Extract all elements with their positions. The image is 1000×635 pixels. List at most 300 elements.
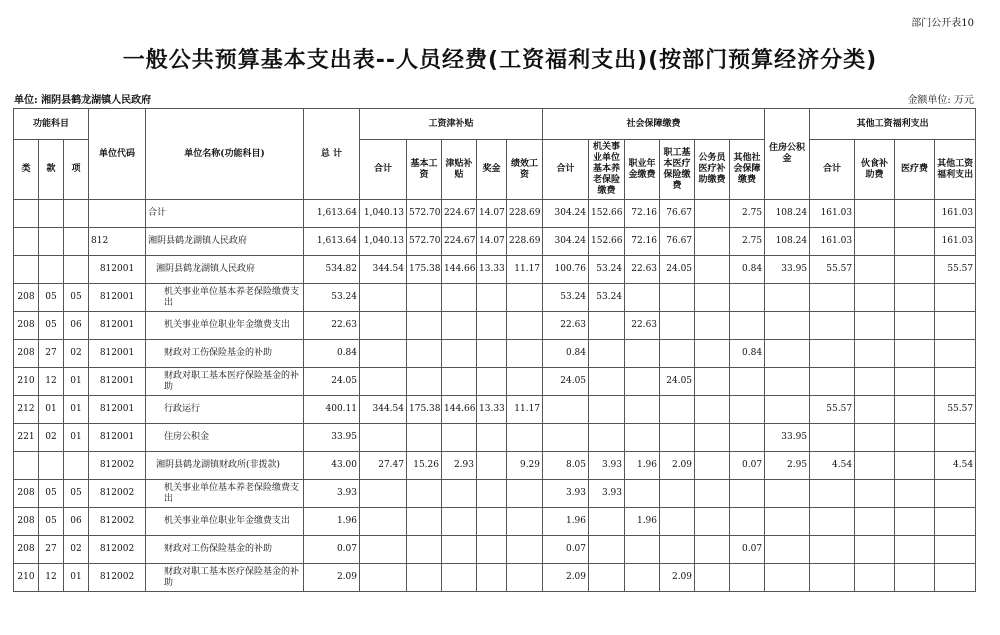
cell-w-total: 344.54	[360, 256, 407, 284]
cell-total: 0.07	[304, 536, 360, 564]
cell-code: 812002	[89, 564, 146, 592]
cell-o-total: 161.03	[810, 200, 855, 228]
header-wage-total: 合计	[360, 140, 407, 200]
header-bonus: 奖金	[477, 140, 507, 200]
cell-s-medical	[660, 340, 695, 368]
cell-w-allow	[442, 536, 477, 564]
cell-w-bonus: 14.07	[477, 200, 507, 228]
cell-o-meal	[855, 312, 895, 340]
cell-total: 0.84	[304, 340, 360, 368]
cell-o-med	[895, 480, 935, 508]
cell-name: 财政对工伤保险基金的补助	[146, 536, 304, 564]
cell-w-basic: 572.70	[407, 228, 442, 256]
cell-total: 33.95	[304, 424, 360, 452]
header-allowance: 津贴补贴	[442, 140, 477, 200]
cell-w-perf: 228.69	[507, 228, 543, 256]
header-unit-name: 单位名称(功能科目)	[146, 109, 304, 200]
cell-o-total	[810, 368, 855, 396]
cell-s-pension	[589, 368, 625, 396]
cell-kuan: 05	[39, 284, 64, 312]
cell-housing	[765, 396, 810, 424]
cell-xiang: 06	[64, 508, 89, 536]
cell-s-other	[730, 508, 765, 536]
cell-w-allow	[442, 312, 477, 340]
cell-o-other: 4.54	[935, 452, 976, 480]
cell-s-pension	[589, 536, 625, 564]
cell-o-med	[895, 368, 935, 396]
cell-housing	[765, 480, 810, 508]
cell-o-meal	[855, 228, 895, 256]
header-other-total: 合计	[810, 140, 855, 200]
cell-kuan: 05	[39, 508, 64, 536]
cell-w-basic: 15.26	[407, 452, 442, 480]
cell-w-basic	[407, 312, 442, 340]
header-medical: 职工基本医疗保险缴费	[660, 140, 695, 200]
cell-lei: 208	[14, 340, 39, 368]
cell-s-other	[730, 480, 765, 508]
cell-w-perf	[507, 340, 543, 368]
cell-total: 3.93	[304, 480, 360, 508]
cell-housing	[765, 536, 810, 564]
cell-code: 812	[89, 228, 146, 256]
cell-s-annuity	[625, 340, 660, 368]
cell-code: 812001	[89, 284, 146, 312]
cell-s-total: 3.93	[543, 480, 589, 508]
cell-s-civil	[695, 452, 730, 480]
cell-s-other	[730, 284, 765, 312]
cell-s-pension	[589, 340, 625, 368]
cell-lei: 208	[14, 312, 39, 340]
cell-o-total: 161.03	[810, 228, 855, 256]
cell-w-allow	[442, 480, 477, 508]
cell-housing	[765, 564, 810, 592]
cell-s-medical	[660, 396, 695, 424]
header-kuan: 款	[39, 140, 64, 200]
cell-code	[89, 200, 146, 228]
cell-s-medical	[660, 536, 695, 564]
cell-xiang: 01	[64, 396, 89, 424]
cell-name: 湘阴县鹤龙湖镇人民政府	[146, 256, 304, 284]
cell-s-pension: 53.24	[589, 256, 625, 284]
cell-xiang: 01	[64, 368, 89, 396]
header-pension: 机关事业单位基本养老保险缴费	[589, 140, 625, 200]
cell-total: 22.63	[304, 312, 360, 340]
cell-s-other: 0.84	[730, 340, 765, 368]
cell-xiang	[64, 228, 89, 256]
cell-lei: 208	[14, 508, 39, 536]
cell-s-civil	[695, 312, 730, 340]
cell-s-civil	[695, 368, 730, 396]
cell-total: 2.09	[304, 564, 360, 592]
cell-s-total: 100.76	[543, 256, 589, 284]
cell-name: 财政对职工基本医疗保险基金的补助	[146, 564, 304, 592]
table-row	[14, 284, 976, 312]
cell-w-total	[360, 340, 407, 368]
cell-s-total: 24.05	[543, 368, 589, 396]
cell-code: 812002	[89, 508, 146, 536]
cell-s-total: 53.24	[543, 284, 589, 312]
cell-w-bonus	[477, 312, 507, 340]
cell-w-perf	[507, 284, 543, 312]
cell-code: 812001	[89, 312, 146, 340]
cell-o-med	[895, 284, 935, 312]
cell-w-basic	[407, 564, 442, 592]
cell-w-perf: 11.17	[507, 396, 543, 424]
cell-o-total: 4.54	[810, 452, 855, 480]
cell-s-other	[730, 564, 765, 592]
cell-o-med	[895, 424, 935, 452]
cell-s-medical: 2.09	[660, 564, 695, 592]
table-row	[14, 200, 976, 228]
cell-name: 湘阴县鹤龙湖镇财政所(非拨款)	[146, 452, 304, 480]
cell-o-med	[895, 312, 935, 340]
cell-s-total: 304.24	[543, 200, 589, 228]
cell-name: 住房公积金	[146, 424, 304, 452]
cell-kuan: 05	[39, 480, 64, 508]
cell-o-total: 55.57	[810, 396, 855, 424]
cell-housing: 108.24	[765, 228, 810, 256]
cell-xiang: 05	[64, 284, 89, 312]
cell-w-perf: 228.69	[507, 200, 543, 228]
cell-w-total: 1,040.13	[360, 228, 407, 256]
cell-total: 1,613.64	[304, 200, 360, 228]
header-total: 总 计	[304, 109, 360, 200]
unit-label: 单位: 湘阴县鹤龙湖镇人民政府	[14, 95, 152, 106]
cell-o-meal	[855, 256, 895, 284]
cell-s-civil	[695, 480, 730, 508]
table-row	[14, 368, 976, 396]
cell-s-medical: 24.05	[660, 368, 695, 396]
table-row	[14, 536, 976, 564]
cell-s-medical	[660, 480, 695, 508]
cell-w-allow	[442, 508, 477, 536]
cell-total: 534.82	[304, 256, 360, 284]
cell-lei	[14, 200, 39, 228]
cell-w-basic	[407, 480, 442, 508]
cell-code: 812001	[89, 396, 146, 424]
cell-xiang: 02	[64, 536, 89, 564]
cell-xiang	[64, 256, 89, 284]
cell-w-bonus	[477, 508, 507, 536]
cell-o-meal	[855, 340, 895, 368]
cell-o-other	[935, 564, 976, 592]
cell-o-meal	[855, 284, 895, 312]
cell-kuan: 27	[39, 536, 64, 564]
table-row	[14, 480, 976, 508]
cell-name: 机关事业单位职业年金缴费支出	[146, 312, 304, 340]
cell-s-annuity	[625, 424, 660, 452]
cell-o-meal	[855, 424, 895, 452]
cell-s-pension	[589, 424, 625, 452]
cell-s-civil	[695, 284, 730, 312]
budget-table	[13, 108, 976, 592]
cell-lei: 210	[14, 368, 39, 396]
cell-s-civil	[695, 536, 730, 564]
cell-o-other	[935, 340, 976, 368]
cell-w-perf: 11.17	[507, 256, 543, 284]
cell-w-bonus	[477, 368, 507, 396]
cell-code: 812002	[89, 452, 146, 480]
cell-housing	[765, 284, 810, 312]
cell-total: 1,613.64	[304, 228, 360, 256]
header-basic-wage: 基本工资	[407, 140, 442, 200]
cell-s-annuity: 22.63	[625, 312, 660, 340]
cell-lei: 221	[14, 424, 39, 452]
cell-o-meal	[855, 452, 895, 480]
cell-s-pension: 3.93	[589, 452, 625, 480]
cell-name: 合计	[146, 200, 304, 228]
cell-w-total: 1,040.13	[360, 200, 407, 228]
header-other-welfare: 其他工资福利支出	[935, 140, 976, 200]
cell-lei: 208	[14, 284, 39, 312]
header-ss-total: 合计	[543, 140, 589, 200]
cell-name: 财政对职工基本医疗保险基金的补助	[146, 368, 304, 396]
cell-kuan: 27	[39, 340, 64, 368]
cell-w-allow	[442, 424, 477, 452]
cell-w-basic: 572.70	[407, 200, 442, 228]
cell-housing	[765, 508, 810, 536]
cell-s-total: 2.09	[543, 564, 589, 592]
cell-kuan	[39, 256, 64, 284]
cell-w-perf	[507, 480, 543, 508]
cell-total: 53.24	[304, 284, 360, 312]
cell-code: 812001	[89, 424, 146, 452]
cell-o-med	[895, 256, 935, 284]
cell-s-annuity	[625, 284, 660, 312]
cell-total: 24.05	[304, 368, 360, 396]
cell-o-med	[895, 508, 935, 536]
cell-w-bonus	[477, 284, 507, 312]
cell-s-annuity: 72.16	[625, 228, 660, 256]
cell-w-allow: 224.67	[442, 200, 477, 228]
cell-o-other: 55.57	[935, 256, 976, 284]
cell-w-perf	[507, 536, 543, 564]
table-row	[14, 508, 976, 536]
cell-s-total	[543, 424, 589, 452]
cell-o-meal	[855, 368, 895, 396]
cell-s-civil	[695, 200, 730, 228]
cell-w-bonus	[477, 564, 507, 592]
cell-w-bonus	[477, 424, 507, 452]
cell-housing: 2.95	[765, 452, 810, 480]
cell-name: 行政运行	[146, 396, 304, 424]
cell-w-bonus: 14.07	[477, 228, 507, 256]
header-func-group: 功能科目	[14, 109, 89, 140]
cell-lei: 208	[14, 480, 39, 508]
cell-w-perf	[507, 564, 543, 592]
cell-o-med	[895, 536, 935, 564]
cell-housing	[765, 340, 810, 368]
table-body	[14, 200, 976, 592]
cell-s-pension: 152.66	[589, 200, 625, 228]
cell-w-basic	[407, 340, 442, 368]
cell-w-total	[360, 508, 407, 536]
cell-o-med	[895, 340, 935, 368]
cell-w-allow	[442, 564, 477, 592]
cell-o-total	[810, 312, 855, 340]
cell-s-civil	[695, 340, 730, 368]
cell-s-other: 2.75	[730, 228, 765, 256]
cell-w-basic	[407, 368, 442, 396]
header-ss-group: 社会保障缴费	[543, 109, 765, 140]
cell-o-total	[810, 340, 855, 368]
cell-o-med	[895, 228, 935, 256]
cell-w-basic	[407, 508, 442, 536]
header-meal: 伙食补助费	[855, 140, 895, 200]
cell-w-bonus	[477, 340, 507, 368]
cell-xiang: 05	[64, 480, 89, 508]
cell-s-other: 2.75	[730, 200, 765, 228]
table-row	[14, 452, 976, 480]
cell-s-annuity	[625, 368, 660, 396]
cell-o-total	[810, 536, 855, 564]
cell-s-total: 304.24	[543, 228, 589, 256]
cell-w-bonus	[477, 480, 507, 508]
cell-s-other: 0.84	[730, 256, 765, 284]
cell-w-total	[360, 312, 407, 340]
header-medical-fee: 医疗费	[895, 140, 935, 200]
cell-lei	[14, 256, 39, 284]
cell-s-civil	[695, 424, 730, 452]
cell-o-meal	[855, 480, 895, 508]
cell-o-med	[895, 564, 935, 592]
cell-w-total: 344.54	[360, 396, 407, 424]
cell-xiang: 06	[64, 312, 89, 340]
header-xiang: 项	[64, 140, 89, 200]
cell-xiang: 01	[64, 424, 89, 452]
cell-o-total	[810, 480, 855, 508]
cell-housing	[765, 368, 810, 396]
cell-w-total	[360, 368, 407, 396]
cell-s-annuity: 72.16	[625, 200, 660, 228]
header-perf-wage: 绩效工资	[507, 140, 543, 200]
cell-lei	[14, 452, 39, 480]
amount-unit-label: 金额单位: 万元	[907, 95, 974, 106]
cell-s-annuity	[625, 536, 660, 564]
cell-w-allow: 144.66	[442, 396, 477, 424]
cell-kuan	[39, 228, 64, 256]
cell-code: 812002	[89, 480, 146, 508]
cell-s-total	[543, 396, 589, 424]
cell-s-other	[730, 312, 765, 340]
header-unit-code: 单位代码	[89, 109, 146, 200]
cell-xiang	[64, 200, 89, 228]
cell-name: 湘阴县鹤龙湖镇人民政府	[146, 228, 304, 256]
cell-code: 812001	[89, 368, 146, 396]
cell-lei	[14, 228, 39, 256]
cell-o-med	[895, 452, 935, 480]
cell-xiang: 02	[64, 340, 89, 368]
cell-total: 43.00	[304, 452, 360, 480]
table-row	[14, 256, 976, 284]
cell-o-other	[935, 284, 976, 312]
cell-s-pension	[589, 508, 625, 536]
cell-s-civil	[695, 508, 730, 536]
cell-w-allow	[442, 368, 477, 396]
cell-kuan	[39, 452, 64, 480]
cell-s-pension: 53.24	[589, 284, 625, 312]
table-row	[14, 396, 976, 424]
cell-s-other	[730, 424, 765, 452]
cell-s-medical	[660, 424, 695, 452]
cell-s-total: 0.84	[543, 340, 589, 368]
cell-kuan: 12	[39, 564, 64, 592]
cell-lei: 210	[14, 564, 39, 592]
cell-xiang: 01	[64, 564, 89, 592]
cell-code: 812001	[89, 256, 146, 284]
table-row	[14, 340, 976, 368]
cell-s-pension	[589, 564, 625, 592]
cell-kuan: 01	[39, 396, 64, 424]
cell-w-allow	[442, 340, 477, 368]
cell-code: 812001	[89, 340, 146, 368]
cell-s-total: 0.07	[543, 536, 589, 564]
cell-s-annuity	[625, 564, 660, 592]
cell-s-pension: 152.66	[589, 228, 625, 256]
cell-o-meal	[855, 200, 895, 228]
table-row	[14, 228, 976, 256]
cell-w-bonus: 13.33	[477, 256, 507, 284]
cell-kuan	[39, 200, 64, 228]
table-row	[14, 312, 976, 340]
cell-s-other: 0.07	[730, 452, 765, 480]
cell-s-medical	[660, 284, 695, 312]
cell-o-med	[895, 396, 935, 424]
cell-w-bonus	[477, 536, 507, 564]
cell-w-total	[360, 480, 407, 508]
cell-name: 机关事业单位职业年金缴费支出	[146, 508, 304, 536]
cell-o-total	[810, 424, 855, 452]
cell-w-perf	[507, 368, 543, 396]
cell-w-bonus	[477, 452, 507, 480]
cell-w-allow: 2.93	[442, 452, 477, 480]
cell-o-meal	[855, 564, 895, 592]
cell-s-total: 22.63	[543, 312, 589, 340]
header-other-group: 其他工资福利支出	[810, 109, 976, 140]
cell-code: 812002	[89, 536, 146, 564]
header-civil-medical: 公务员医疗补助缴费	[695, 140, 730, 200]
cell-s-civil	[695, 396, 730, 424]
cell-s-annuity: 1.96	[625, 508, 660, 536]
header-annuity: 职业年金缴费	[625, 140, 660, 200]
table-row	[14, 564, 976, 592]
cell-o-meal	[855, 396, 895, 424]
cell-w-basic: 175.38	[407, 256, 442, 284]
cell-w-perf: 9.29	[507, 452, 543, 480]
cell-s-civil	[695, 256, 730, 284]
cell-o-meal	[855, 536, 895, 564]
cell-kuan: 05	[39, 312, 64, 340]
cell-w-total	[360, 564, 407, 592]
cell-housing: 108.24	[765, 200, 810, 228]
cell-w-allow: 224.67	[442, 228, 477, 256]
cell-w-allow: 144.66	[442, 256, 477, 284]
cell-o-other	[935, 368, 976, 396]
table-row	[14, 424, 976, 452]
cell-s-civil	[695, 228, 730, 256]
cell-s-pension: 3.93	[589, 480, 625, 508]
cell-s-medical: 76.67	[660, 200, 695, 228]
cell-w-basic	[407, 536, 442, 564]
cell-s-total: 1.96	[543, 508, 589, 536]
cell-s-medical	[660, 508, 695, 536]
cell-o-total	[810, 284, 855, 312]
cell-s-annuity	[625, 480, 660, 508]
cell-o-other	[935, 424, 976, 452]
cell-w-allow	[442, 284, 477, 312]
cell-s-annuity: 1.96	[625, 452, 660, 480]
cell-name: 机关事业单位基本养老保险缴费支出	[146, 480, 304, 508]
